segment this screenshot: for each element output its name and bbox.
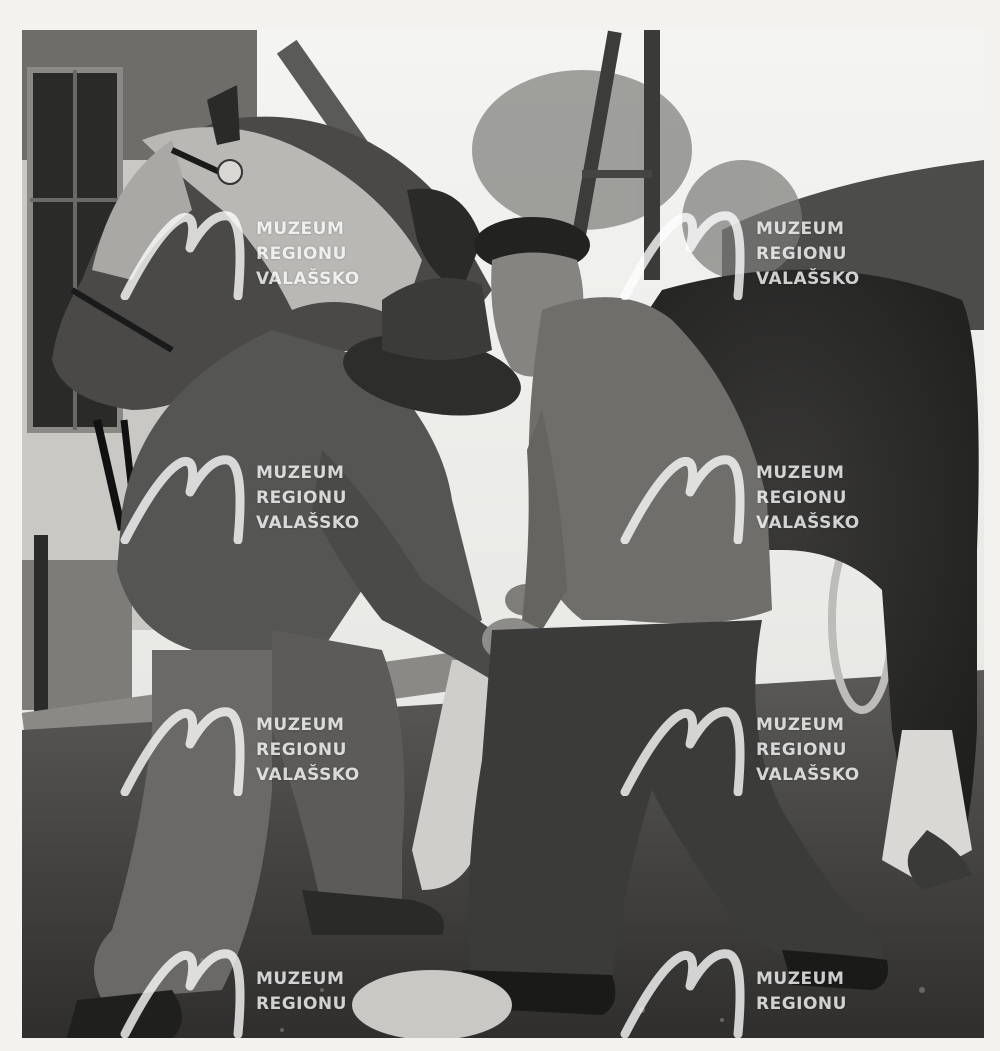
watermark-line3: VALAŠSKO [256, 512, 360, 533]
museum-logo-icon [120, 946, 260, 1038]
watermark-line1: MUZEUM [756, 714, 845, 735]
watermark-line2: REGIONU [256, 487, 347, 508]
museum-logo-icon [120, 208, 260, 300]
museum-logo-icon [620, 704, 760, 796]
watermark-line2: REGIONU [256, 243, 347, 264]
watermark-line1: MUZEUM [756, 969, 845, 989]
watermark-line2: REGIONU [756, 487, 847, 508]
watermark-line1: MUZEUM [756, 462, 845, 483]
watermark-line2: REGIONU [256, 994, 347, 1014]
watermark [620, 208, 890, 300]
watermark-line1: MUZEUM [256, 218, 345, 239]
watermark [620, 704, 890, 796]
watermark [620, 452, 890, 544]
watermark-line2: REGIONU [756, 243, 847, 264]
watermark-line3: VALAŠSKO [256, 764, 360, 785]
watermark-line2: REGIONU [256, 739, 347, 760]
watermark [120, 452, 390, 544]
museum-logo-icon [620, 208, 760, 300]
museum-logo-icon [620, 946, 760, 1038]
museum-logo-icon [620, 452, 760, 544]
watermark-line2: REGIONU [756, 994, 847, 1014]
watermark-line3: VALAŠSKO [256, 268, 360, 289]
watermark-line2: REGIONU [756, 739, 847, 760]
watermark [120, 946, 390, 1038]
watermark-line3: VALAŠSKO [756, 268, 860, 289]
watermark [120, 208, 390, 300]
watermark-line3: VALAŠSKO [756, 764, 860, 785]
watermark-line1: MUZEUM [256, 462, 345, 483]
watermark-line3: VALAŠSKO [756, 512, 860, 533]
watermark-line1: MUZEUM [756, 218, 845, 239]
museum-logo-icon [120, 704, 260, 796]
watermark [120, 704, 390, 796]
watermark-line1: MUZEUM [256, 969, 345, 989]
watermark [620, 946, 890, 1038]
museum-logo-icon [120, 452, 260, 544]
photograph [22, 30, 984, 1038]
watermark-line1: MUZEUM [256, 714, 345, 735]
